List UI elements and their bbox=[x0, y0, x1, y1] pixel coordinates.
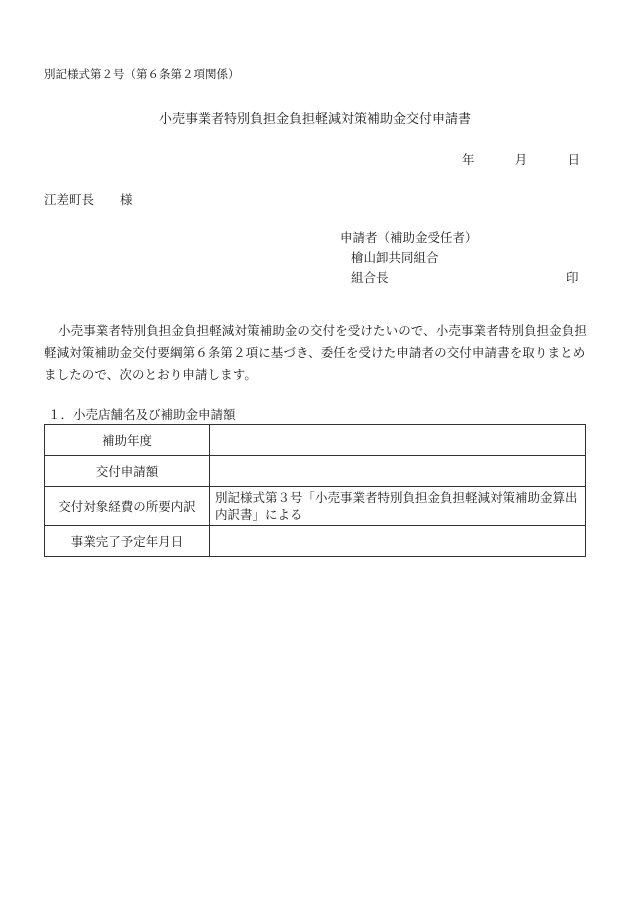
row-label: 交付対象経費の所要内訳 bbox=[45, 487, 210, 526]
row-value: 別記様式第３号「小売事業者特別負担金負担軽減対策補助金算出内訳書」による bbox=[210, 487, 586, 526]
section-heading: １．小売店舗名及び補助金申請額 bbox=[48, 407, 236, 422]
applicant-organization: 檜山卸共同組合 bbox=[351, 250, 439, 265]
table-row bbox=[45, 526, 586, 557]
table-row bbox=[45, 425, 586, 456]
applicant-title: 組合長 bbox=[351, 270, 389, 285]
table-row bbox=[45, 487, 586, 526]
applicant-label: 申請者（補助金受任者） bbox=[340, 230, 478, 245]
addressee-name: 江差町長 bbox=[44, 192, 95, 207]
row-value bbox=[210, 526, 586, 557]
row-value bbox=[210, 425, 586, 456]
row-label: 交付申請額 bbox=[45, 456, 210, 487]
row-label: 事業完了予定年月日 bbox=[45, 526, 210, 557]
date-month: 月 bbox=[514, 152, 528, 167]
application-body-text: 小売事業者特別負担金負担軽減対策補助金の交付を受けたいので、小売事業者特別負担金負担軽減対策補助金交付要綱第６条第２項に基づき、委任を受けた申請者の交付申請書を取りまとめましたので、次のとおり申請します。 bbox=[44, 323, 587, 382]
table-row bbox=[45, 456, 586, 487]
form-number: 別記様式第２号（第６条第２項関係） bbox=[44, 67, 240, 81]
row-label: 補助年度 bbox=[45, 425, 210, 456]
application-table bbox=[44, 424, 586, 557]
row-value bbox=[210, 456, 586, 487]
addressee-honorific: 様 bbox=[120, 192, 133, 207]
date-day: 日 bbox=[567, 152, 580, 167]
date-line bbox=[462, 150, 580, 168]
seal-mark: 印 bbox=[566, 270, 579, 285]
document-title: 小売事業者特別負担金負担軽減対策補助金交付申請書 bbox=[158, 112, 471, 127]
addressee bbox=[44, 190, 133, 208]
date-year: 年 bbox=[462, 152, 475, 167]
